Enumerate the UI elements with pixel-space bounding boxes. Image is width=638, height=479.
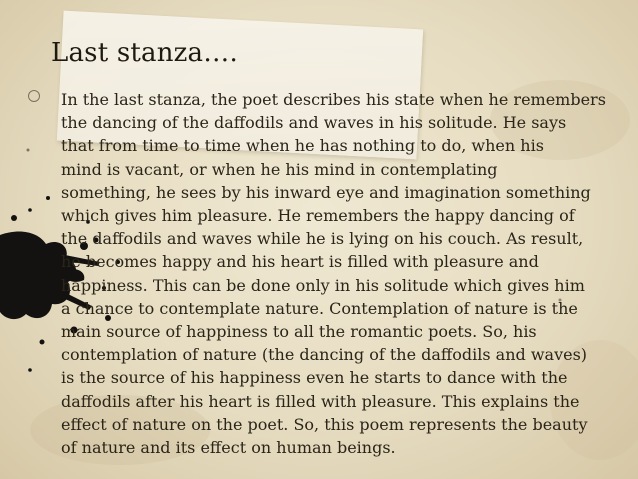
paragraph-line: daffodils after his heart is filled with pleasure. This explains the [61, 391, 580, 411]
paragraph-line: the daffodils and waves while he is lying on his couch. As result, [61, 229, 584, 249]
paragraph-line: which gives him pleasure. He remembers the happy dancing of [61, 206, 575, 226]
paragraph-line: In the last stanza, the poet describes his state when he remembers [61, 90, 606, 109]
paragraph-line: of nature and its effect on human beings. [61, 438, 396, 458]
paragraph-line: he becomes happy and his heart is filled with pleasure and [61, 252, 539, 272]
paragraph-line: effect of nature on the poet. So, this poem represents the beauty [61, 414, 588, 434]
paragraph-line: that from time to time when he has nothing to do, when his [61, 136, 544, 156]
paragraph-line: happiness. This can be done only in his solitude which gives him [61, 275, 585, 295]
paragraph-line: is the source of his happiness even he starts to dance with the [61, 368, 568, 388]
slide-title: Last stanza…. [51, 38, 238, 68]
paragraph-line: mind is vacant, or when he his mind in contemplating [61, 159, 498, 179]
body-paragraph [61, 88, 616, 459]
paragraph-line: main source of happiness to all the romantic poets. So, his [61, 322, 537, 342]
paragraph-line: contemplation of nature (the dancing of the daffodils and waves) [61, 345, 588, 365]
paragraph-line: the dancing of the daffodils and waves in his solitude. He says [61, 113, 567, 133]
paragraph-line: a chance to contemplate nature. Contemplation of nature is the [61, 298, 578, 318]
paragraph-line: something, he sees by his inward eye and imagination something [61, 182, 591, 202]
bullet-icon [28, 90, 40, 102]
